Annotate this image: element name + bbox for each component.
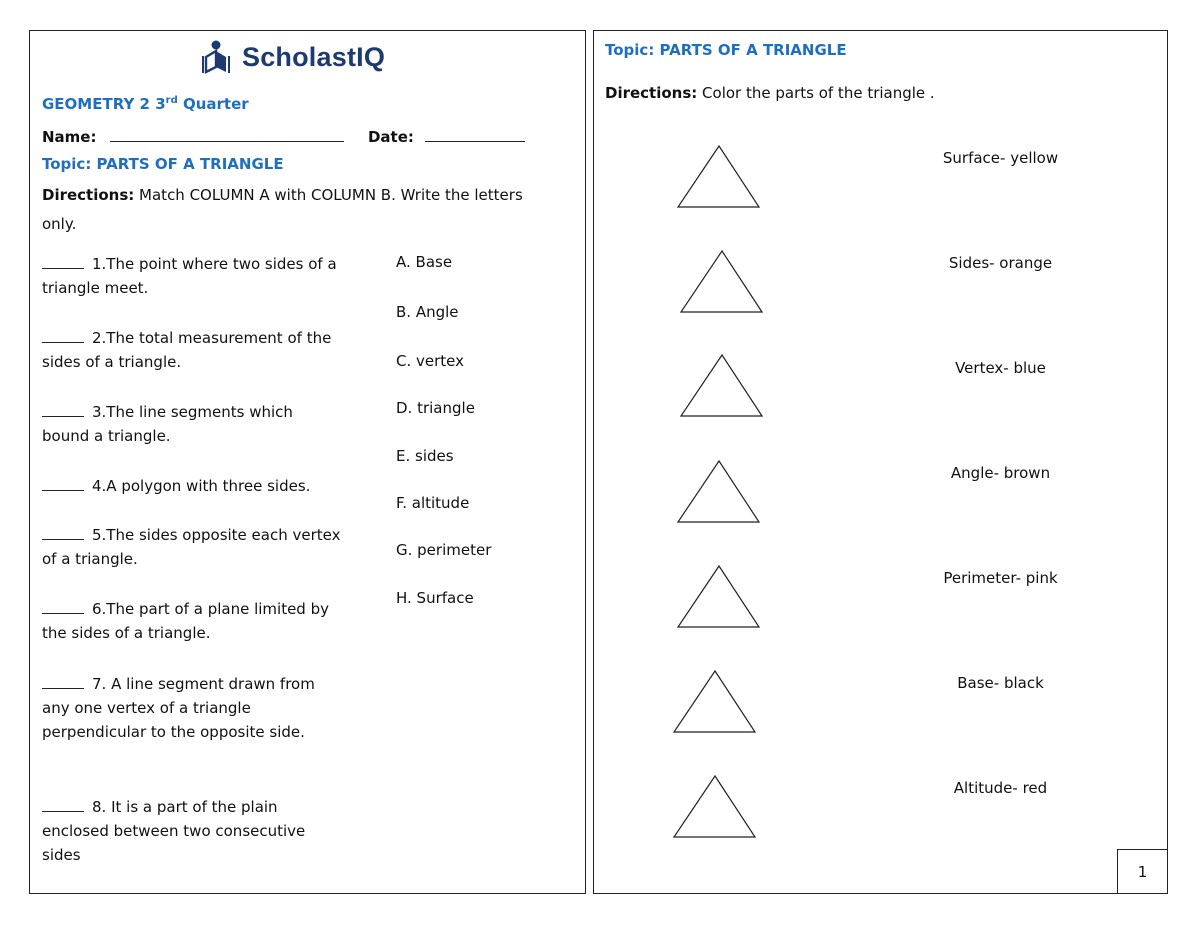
- logo-text: ScholastIQ: [242, 41, 386, 72]
- answer-blank-7[interactable]: [42, 674, 84, 689]
- question-6: 6.The part of a plane limited by the sides of a triangle.: [42, 600, 329, 642]
- choice-h: H. Surface: [396, 589, 474, 607]
- answer-blank-6[interactable]: [42, 599, 84, 614]
- left-directions: Directions: Match COLUMN A with COLUMN B. Write the letters only.: [42, 186, 523, 233]
- answer-blank-8[interactable]: [42, 797, 84, 812]
- right-directions: Directions: Color the parts of the triangle .: [605, 84, 935, 102]
- date-label: Date:: [367, 128, 414, 146]
- color-label-base: Base- black: [957, 674, 1044, 692]
- page-number: 1: [1117, 849, 1167, 893]
- choice-b: B. Angle: [396, 303, 459, 321]
- choice-f: F. altitude: [396, 494, 470, 512]
- choice-c: C. vertex: [396, 352, 465, 370]
- right-worksheet-panel: [593, 30, 1168, 894]
- color-label-angle: Angle- brown: [950, 464, 1051, 482]
- answer-blank-1[interactable]: [42, 254, 84, 269]
- color-label-sides: Sides- orange: [948, 254, 1053, 272]
- right-topic: Topic: PARTS OF A TRIANGLE: [605, 41, 847, 59]
- triangle-altitude[interactable]: [672, 774, 758, 840]
- answer-blank-4[interactable]: [42, 476, 84, 491]
- choice-e: E. sides: [396, 447, 454, 465]
- question-1: 1.The point where two sides of a triangle meet.: [42, 255, 337, 297]
- answer-blank-3[interactable]: [42, 402, 84, 417]
- question-3: 3.The line segments which bound a triangle.: [42, 403, 293, 445]
- color-label-perimeter: Perimeter- pink: [943, 569, 1058, 587]
- answer-blank-2[interactable]: [42, 328, 84, 343]
- answer-blank-5[interactable]: [42, 525, 84, 540]
- question-4: 4.A polygon with three sides.: [42, 474, 342, 498]
- name-label: Name:: [42, 128, 97, 146]
- worksheet-title: GEOMETRY 2 3rd Quarter: [42, 95, 249, 113]
- color-label-altitude: Altitude- red: [953, 779, 1048, 797]
- choice-d: D. triangle: [396, 399, 475, 417]
- triangle-sides[interactable]: [679, 249, 765, 315]
- question-2: 2.The total measurement of the sides of a triangle.: [42, 329, 332, 371]
- name-field[interactable]: [110, 127, 344, 142]
- triangle-vertex[interactable]: [679, 353, 765, 419]
- choice-g: G. perimeter: [396, 541, 492, 559]
- question-5: 5.The sides opposite each vertex of a triangle.: [42, 526, 341, 568]
- left-topic: Topic: PARTS OF A TRIANGLE: [42, 155, 284, 173]
- triangle-perimeter[interactable]: [676, 564, 762, 630]
- question-8: 8. It is a part of the plain enclosed between two consecutive sides: [42, 798, 306, 864]
- triangle-base[interactable]: [672, 669, 758, 735]
- color-label-surface: Surface- yellow: [942, 149, 1059, 167]
- book-person-icon: [200, 39, 232, 75]
- scholastiq-logo: [200, 37, 385, 77]
- date-field[interactable]: [425, 127, 525, 142]
- left-worksheet-panel: [29, 30, 586, 894]
- question-7: 7. A line segment drawn from any one vertex of a triangle perpendicular to the opposite side.: [42, 675, 315, 741]
- triangle-surface[interactable]: [676, 144, 762, 210]
- color-label-vertex: Vertex- blue: [955, 359, 1046, 377]
- triangle-angle[interactable]: [676, 459, 762, 525]
- name-date-row: [42, 127, 525, 146]
- choice-a: A. Base: [396, 253, 453, 271]
